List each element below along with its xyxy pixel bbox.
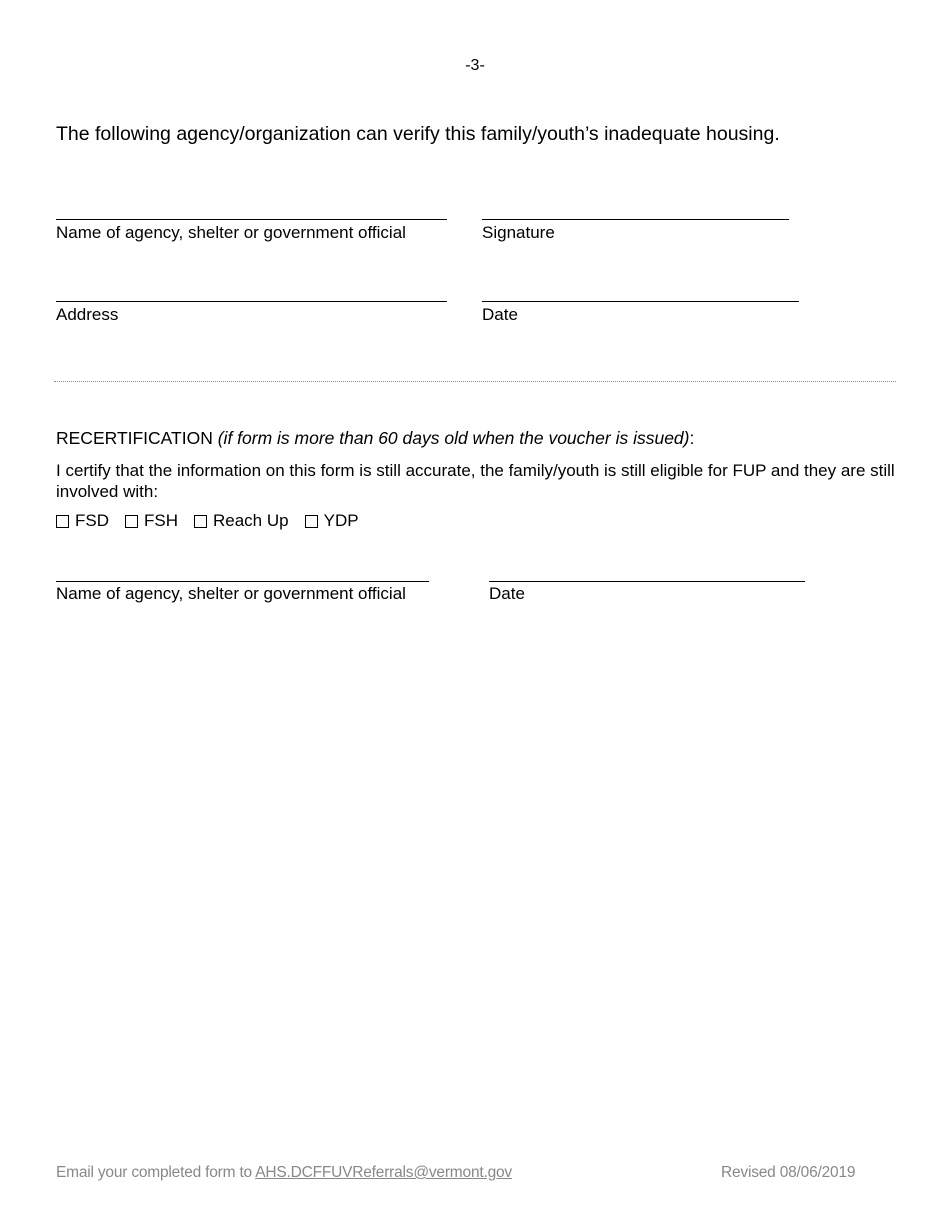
checkbox-fsd[interactable]: FSD: [56, 511, 109, 531]
recertification-title: RECERTIFICATION (if form is more than 60 days old when the voucher is issued):: [56, 428, 695, 448]
address-line[interactable]: [56, 301, 447, 302]
section-divider: [54, 381, 896, 382]
section-heading: The following agency/organization can verify this family/youth’s inadequate housing.: [56, 123, 780, 145]
recert-date-line[interactable]: [489, 581, 805, 582]
agency-name-line[interactable]: [56, 219, 447, 220]
checkbox-icon[interactable]: [125, 515, 138, 528]
involvement-checkboxes: [56, 511, 359, 531]
recert-date-label: Date: [489, 584, 525, 603]
address-label: Address: [56, 305, 119, 324]
signature-label: Signature: [482, 223, 555, 242]
footer-email-text: Email your completed form to AHS.DCFFUVReferrals@vermont.gov: [56, 1164, 512, 1181]
checkbox-reach-up[interactable]: Reach Up: [194, 511, 289, 531]
checkbox-ydp[interactable]: YDP: [305, 511, 359, 531]
date-label: Date: [482, 305, 518, 324]
page-number: -3-: [465, 57, 485, 74]
checkbox-icon[interactable]: [305, 515, 318, 528]
recertification-label: RECERTIFICATION: [56, 428, 213, 448]
checkbox-icon[interactable]: [194, 515, 207, 528]
recertification-note: (if form is more than 60 days old when the voucher is issued): [217, 428, 690, 448]
signature-line[interactable]: [482, 219, 789, 220]
certify-statement: I certify that the information on this form is still accurate, the family/youth is still eligible for FUP and they are still involved with:: [56, 461, 895, 501]
revised-date: Revised 08/06/2019: [721, 1164, 856, 1181]
email-link[interactable]: AHS.DCFFUVReferrals@vermont.gov: [255, 1164, 512, 1181]
recert-agency-name-label: Name of agency, shelter or government official: [56, 584, 406, 603]
date-line[interactable]: [482, 301, 799, 302]
agency-name-label: Name of agency, shelter or government official: [56, 223, 406, 242]
checkbox-icon[interactable]: [56, 515, 69, 528]
recert-agency-name-line[interactable]: [56, 581, 429, 582]
checkbox-fsh[interactable]: FSH: [125, 511, 178, 531]
